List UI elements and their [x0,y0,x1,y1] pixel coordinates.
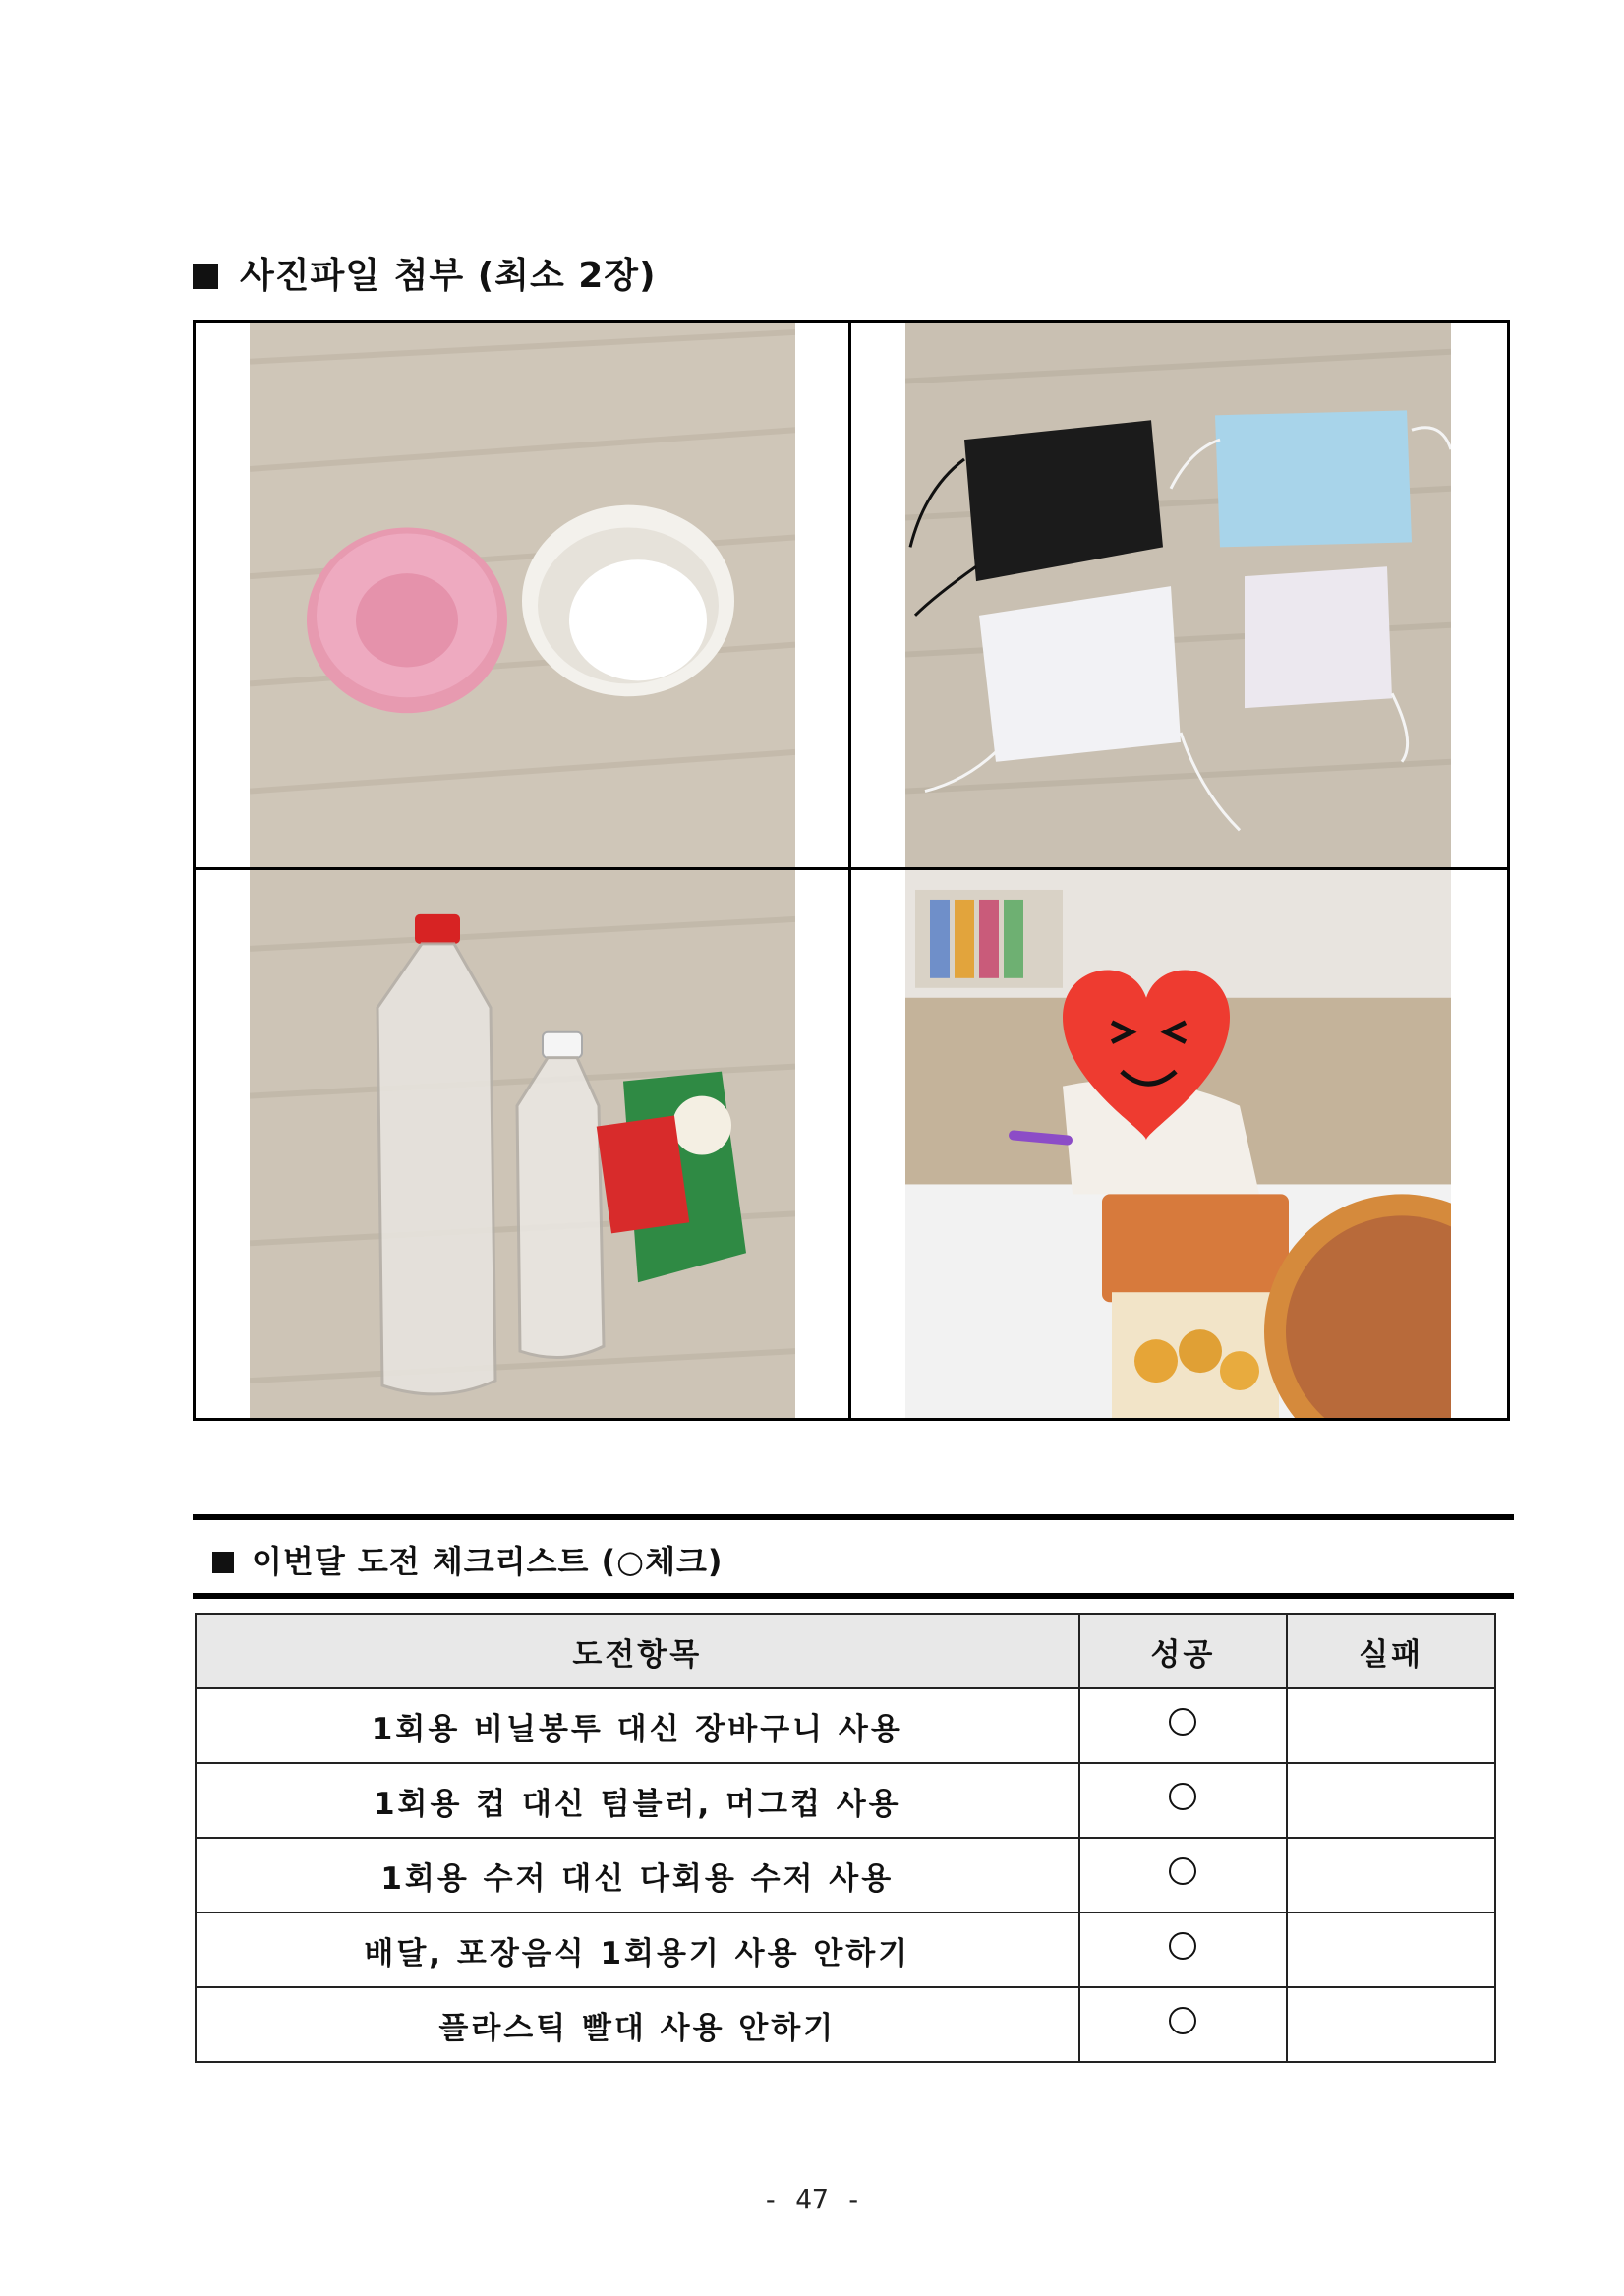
circle-check-icon [1169,1932,1196,1960]
fail-cell [1287,1838,1495,1913]
table-row [196,1913,1495,1987]
success-cell [1079,1838,1288,1913]
photo-cell-2 [851,323,1507,870]
success-cell [1079,1763,1288,1838]
challenge-item: 배달, 포장음식 1회용기 사용 안하기 [196,1913,1079,1987]
photo-child-eating-pizza-icon [905,870,1451,1418]
challenge-item: 플라스틱 빨대 사용 안하기 [196,1987,1079,2062]
photo-cell-4 [851,870,1507,1418]
checklist-title-text: 이번달 도전 체크리스트 (○체크) [252,1543,724,1580]
photo-cup-and-lid-icon [250,323,795,867]
header-challenge-item: 도전항목 [196,1614,1079,1688]
photo-face-masks-icon [905,323,1451,867]
photos-section-title [193,248,657,298]
fail-cell [1287,1688,1495,1763]
photos-section-title-text: 사진파일 첨부 (최소 2장) [240,256,657,296]
challenge-item: 1회용 비닐봉투 대신 장바구니 사용 [196,1688,1079,1763]
table-row [196,1987,1495,2062]
photo-plastic-bottles-icon [250,870,795,1418]
challenge-item: 1회용 수저 대신 다회용 수저 사용 [196,1838,1079,1913]
success-cell [1079,1913,1288,1987]
photo-attachment-grid [193,320,1510,1421]
fail-cell [1287,1763,1495,1838]
challenge-checklist-table [195,1613,1496,2063]
fail-cell [1287,1987,1495,2062]
page-number: - 47 - [762,2183,862,2215]
photo-cell-3 [196,870,851,1418]
circle-check-icon [1169,1708,1196,1736]
checklist-title-band [193,1514,1514,1599]
circle-check-icon [1169,1857,1196,1885]
square-bullet-icon [193,264,218,289]
success-cell [1079,1688,1288,1763]
photo-cell-1 [196,323,851,870]
success-cell [1079,1987,1288,2062]
checklist-title [212,1537,724,1582]
table-header-row [196,1614,1495,1688]
circle-check-icon [1169,2007,1196,2034]
circle-check-icon [1169,1783,1196,1810]
table-row [196,1838,1495,1913]
table-row [196,1688,1495,1763]
header-fail: 실패 [1287,1614,1495,1688]
challenge-item: 1회용 컵 대신 텀블러, 머그컵 사용 [196,1763,1079,1838]
table-row [196,1763,1495,1838]
header-success: 성공 [1079,1614,1288,1688]
square-bullet-icon [212,1552,234,1573]
fail-cell [1287,1913,1495,1987]
